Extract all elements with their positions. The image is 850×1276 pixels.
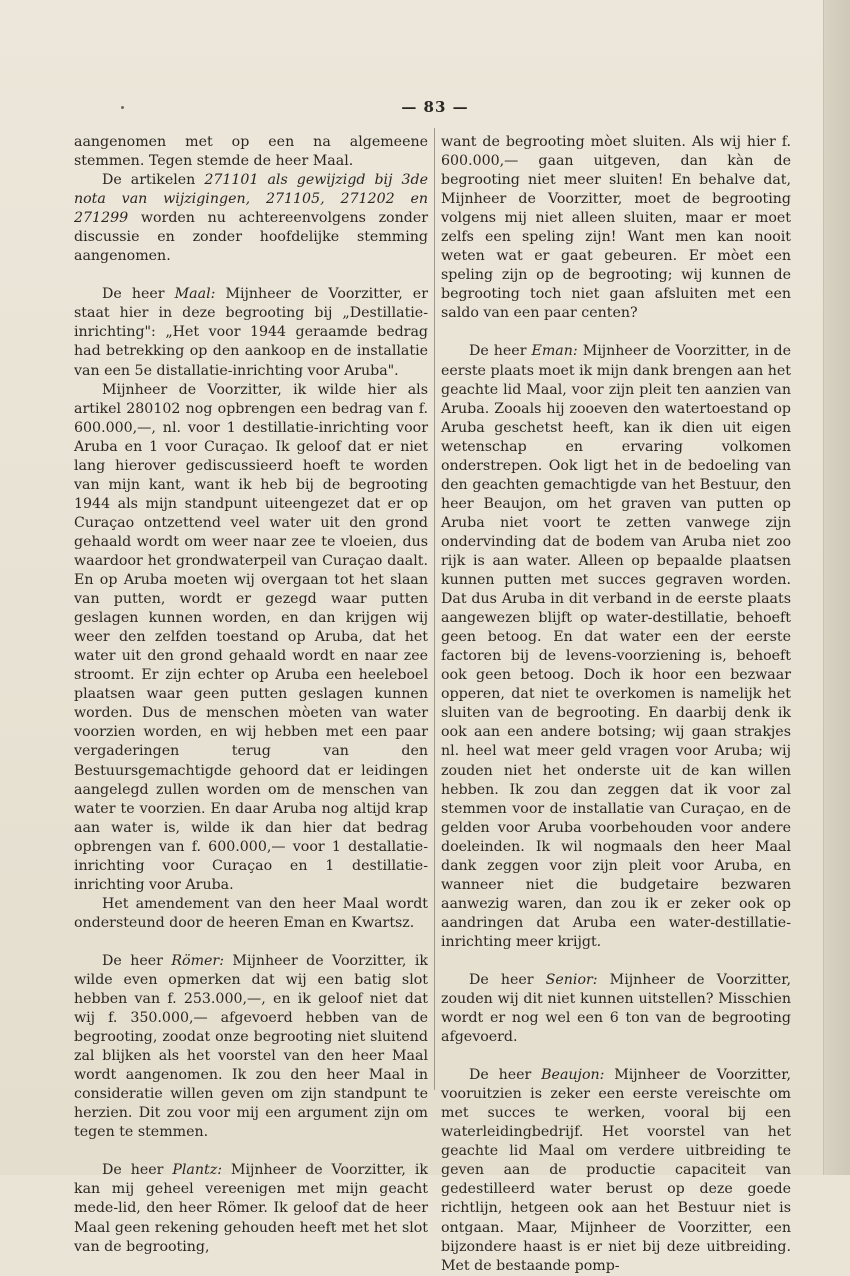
speaker-name: Maal:	[174, 286, 216, 303]
paragraph	[74, 171, 428, 266]
speaker-name: Plantz:	[172, 1162, 222, 1179]
speech-intro: De heer	[102, 286, 175, 303]
paragraph: Mijnheer de Voorzitter, ik wilde hier als artikel 280102 nog opbrengen een bedrag van f. 600.000,—, nl. voor 1 destillatie-inrichting voor Aruba en 1 voor Curaçao. Ik geloof dat er niet lang hierover gediscussieerd hoeft te worden van mijn kant, want ik heb bij de begrooting 1944 als mijn standpunt uiteengezet dat er op Curaçao ontzettend veel water uit den grond gehaald wordt om weer naar zee te vloeien, dus waardoor het grondwaterpeil van Curaçao daalt. En op Aruba moeten wij overgaan tot het slaan van putten, wordt er gezegd waar putten geslagen kunnen worden, en dan krijgen wij weer den zelfden toestand op Aruba, dat het water uit den grond gehaald wordt en naar zee stroomt. Er zijn echter op Aruba een heeleboel plaatsen waar geen putten geslagen kunnen worden. Dus de menschen mòeten van water voorzien worden, en wij hebben met een paar vergaderingen terug van den Bestuursgemachtigde gehoord dat er leidingen aangelegd zullen worden om de menschen van water te voorzien. En daar Aruba nog altijd krap aan water is, wilde ik dan hier dat bedrag opbrengen van f. 600.000,— voor 1 destallatie-inrichting voor Curaçao en 1 destillatie-inrichting voor Aruba.	[74, 381, 428, 893]
speech-text: Mijnheer de Voorzitter, in de eerste plaats moet ik mijn dank brengen aan het geachte lid Maal, voor zijn pleit ten aanzien van Aruba. Zooals hij zooeven den watertoestand op Aruba geschetst heeft, kan ik dien uit eigen wetenschap en ervaring volkomen onderstrepen. Ook ligt het in de bedoeling van den geachten gemachtigde van het Bestuur, den heer Beaujon, om het graven van putten op Aruba niet voort te zetten vanwege zijn ondervinding dat de bodem van Aruba niet zoo rijk is aan water. Alleen op bepaalde plaatsen kunnen putten met succes gegraven worden. Dat dus Aruba in dit verband in de eerste plaats aangewezen blijft op water-destillatie, behoeft geen betoog. En dat water een der eerste factoren bij de levens-voorziening is, behoeft ook geen betoog. Doch ik hoor een bezwaar opperen, dat niet te overkomen is namelijk het sluiten van de begrooting. En daarbij denk ik ook aan een andere botsing; wij gaan strakjes nl. heel wat meer geld vragen voor Aruba; wij zouden niet het onderste uit de kan willen hebben. Ik zou dan zeggen dat ik voor zal stemmen voor de installatie van Curaçao, en de gelden voor Aruba voorbehouden voor andere doeleinden. Ik wil nogmaals den heer Maal dank zeggen voor zijn pleit voor Aruba, en wanneer niet die budgetaire bezwaren aanwezig waren, dan zou ik er zeker ook op aandringen dat Aruba een water-destillatie-inrichting meer krijgt.	[441, 343, 791, 950]
speech-intro: De heer	[102, 1162, 173, 1179]
speck	[121, 106, 124, 109]
column-divider	[434, 128, 435, 1090]
article-numbers: 271101 als gewijzigd bij 3de nota van wijzigingen, 271105, 271202 en 271299	[74, 172, 428, 227]
speech-text: Mijnheer de Voorzitter, er staat hier in deze begrooting bij „Destillatie-inrichting": „Het voor 1944 geraamde bedrag had betrekking op den aankoop en de installatie van een 5e distallatie-inrichting voor Aruba".	[74, 286, 428, 379]
speech-intro: De heer	[469, 1067, 542, 1084]
paragraph-text: worden nu achtereenvolgens zonder discussie en zonder hoofdelijke stemming aangenomen.	[74, 210, 428, 265]
paragraph: want de begrooting mòet sluiten. Als wij hier f. 600.000,— gaan uitgeven, dan kàn de begrooting niet meer sluiten! En behalve dat, Mijnheer de Voorzitter, moet de begrooting volgens mij niet alleen sluiten, maar er moet zelfs een speling zijn! Want men kan nooit weten wat er gaat gebeuren. Er mòet een speling zijn op de begrooting; wij kunnen de begrooting toch niet gaan afsluiten met een saldo van een paar centen?	[441, 134, 791, 322]
speech-text: Mijnheer de Voorzitter, vooruitzien is zeker een eerste vereischte om met succes te werken, vooral bij een waterleidingbedrijf. Het voorstel van het geachte lid Maal om verdere uitbreiding te geven aan de productie capaciteit van gedestilleerd water berust op deze goede richtlijn, hetgeen ook aan het Bestuur niet is ontgaan. Maar, Mijnheer de Voorzitter, een bijzondere haast is er niet bij deze uitbreiding. Met de bestaande pomp-	[441, 1067, 791, 1274]
page-number: — 83 —	[401, 98, 469, 116]
speech	[74, 1161, 428, 1256]
speech	[74, 952, 428, 1142]
speaker-name: Senior:	[545, 971, 598, 988]
paragraph: Het amendement van den heer Maal wordt ondersteund door de heeren Eman en Kwartsz.	[74, 895, 428, 931]
speech-intro: De heer	[469, 343, 532, 360]
speech-text: Mijnheer de Voorzitter, ik wilde even opmerken dat wij een batig slot hebben van f. 253.000,—, en ik geloof niet dat wij f. 350.000,— afgevoerd hebben van de begrooting, zoodat onze begrooting niet sluitend zal blijken als het voorstel van den heer Maal wordt aangenomen. Ik zou den heer Maal in consideratie willen geven om zijn standpunt te herzien. Dit zou voor mij een argument zijn om tegen te stemmen.	[74, 952, 428, 1141]
speaker-name: Römer:	[171, 952, 224, 969]
speaker-name: Beaujon:	[541, 1067, 605, 1084]
right-column	[441, 133, 791, 1276]
speaker-name: Eman:	[531, 343, 578, 360]
speech-text: Mijnheer de Voorzitter, ik kan mij geheel vereenigen met mijn geacht mede-lid, den heer Römer. Ik geloof dat de heer Maal geen rekening gehouden heeft met het slot van de begrooting,	[74, 1162, 428, 1255]
speech	[441, 971, 791, 1047]
speech-intro: De heer	[102, 952, 172, 969]
paragraph: aangenomen met op een na algemeene stemmen. Tegen stemde de heer Maal.	[74, 134, 428, 170]
speech	[441, 342, 791, 952]
speech	[74, 285, 428, 380]
speech-text: Mijnheer de Voorzitter, zouden wij dit niet kunnen uitstellen? Misschien wordt er nog wel een 6 ton van de begrooting afgevoerd.	[441, 971, 791, 1046]
page-edge	[823, 0, 850, 1175]
left-column	[74, 133, 428, 1257]
paragraph-text: De artikelen	[102, 172, 205, 189]
speech	[441, 1066, 791, 1276]
speech-intro: De heer	[469, 971, 546, 988]
